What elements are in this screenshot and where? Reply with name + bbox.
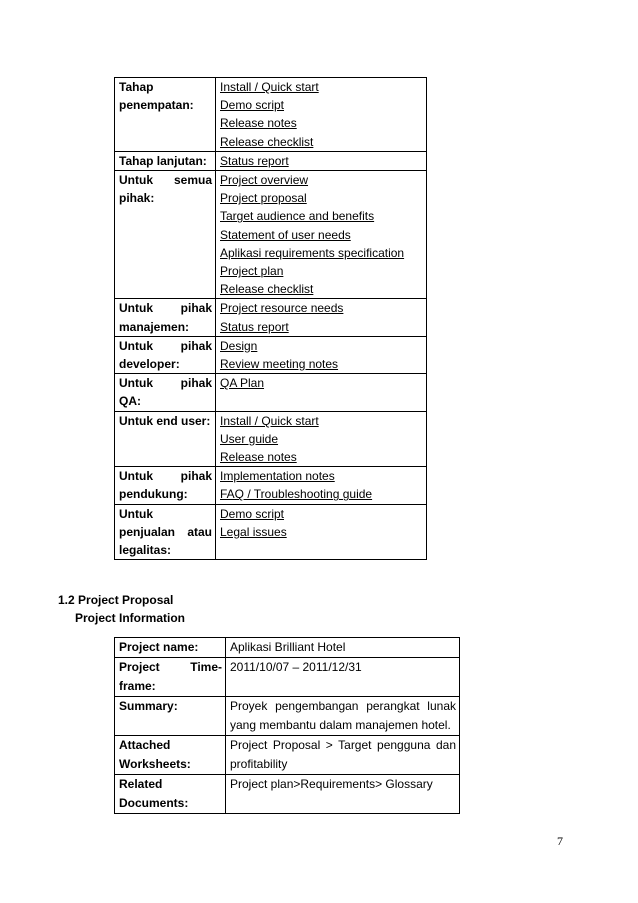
row-links <box>216 467 427 504</box>
table-row <box>115 697 460 736</box>
document-link[interactable]: Implementation notes <box>220 469 335 484</box>
document-link[interactable]: QA Plan <box>220 376 265 391</box>
document-link[interactable]: Install / Quick start <box>220 413 319 428</box>
project-info-table <box>114 637 460 814</box>
row-links <box>216 151 427 170</box>
row-links <box>216 78 427 152</box>
row-links <box>216 171 427 299</box>
document-link[interactable]: Release notes <box>220 450 297 465</box>
info-value: Project Proposal > Target pengguna dan profitability <box>226 736 460 775</box>
info-value: Proyek pengembangan perangkat lunak yang membantu dalam manajemen hotel. <box>226 697 460 736</box>
document-link[interactable]: Status report <box>220 319 289 334</box>
info-value: 2011/10/07 – 2011/12/31 <box>226 658 460 697</box>
document-link[interactable]: Release checklist <box>220 282 314 297</box>
document-link[interactable]: Design <box>220 338 258 353</box>
document-link[interactable]: Install / Quick start <box>220 80 319 94</box>
row-label: Untuk pihak developer: <box>115 336 216 373</box>
document-link[interactable]: Demo script <box>220 98 285 113</box>
row-label: Untuk penjualan atau legalitas: <box>115 504 216 560</box>
row-links <box>216 411 427 467</box>
row-label: Untuk pihak QA: <box>115 374 216 411</box>
document-link[interactable]: Release checklist <box>220 134 314 149</box>
info-label: Project Time-frame: <box>115 658 226 697</box>
table-row <box>115 736 460 775</box>
row-links <box>216 374 427 411</box>
row-links <box>216 504 427 560</box>
documents-table <box>114 77 427 560</box>
table-row <box>115 171 427 299</box>
table-row <box>115 336 427 373</box>
document-link[interactable]: FAQ / Troubleshooting guide <box>220 487 373 502</box>
document-link[interactable]: Demo script <box>220 506 285 521</box>
info-value: Project plan>Requirements> Glossary <box>226 775 460 814</box>
section-subtitle: Project Information <box>75 611 186 625</box>
info-label: Attached Worksheets: <box>115 736 226 775</box>
document-link[interactable]: Legal issues <box>220 524 287 539</box>
document-link[interactable]: Release notes <box>220 116 297 131</box>
document-link[interactable]: Review meeting notes <box>220 357 339 372</box>
document-link[interactable]: Target audience and benefits <box>220 209 375 224</box>
document-link[interactable]: Statement of user needs <box>220 227 351 242</box>
document-link[interactable]: Project overview <box>220 173 309 188</box>
row-links <box>216 299 427 336</box>
document-link[interactable]: User guide <box>220 431 279 446</box>
table-row <box>115 658 460 697</box>
table-row <box>115 775 460 814</box>
info-value: Aplikasi Brilliant Hotel <box>226 638 460 658</box>
info-label: Summary: <box>115 697 226 736</box>
info-label: Related Documents: <box>115 775 226 814</box>
document-link[interactable]: Status report <box>220 153 289 168</box>
row-links <box>216 336 427 373</box>
document-link[interactable]: Aplikasi requirements specification <box>220 245 405 260</box>
table-row <box>115 504 427 560</box>
document-link[interactable]: Project plan <box>220 264 284 279</box>
row-label: Untuk end user: <box>115 411 216 467</box>
row-label: Tahap lanjutan: <box>115 151 216 170</box>
table-row <box>115 638 460 658</box>
table-row <box>115 374 427 411</box>
document-link[interactable]: Project proposal <box>220 191 307 206</box>
row-label: Untuk pihak manajemen: <box>115 299 216 336</box>
table-row <box>115 151 427 170</box>
table-row <box>115 411 427 467</box>
row-label: Untuk semua pihak: <box>115 171 216 299</box>
table-row <box>115 299 427 336</box>
page-number: 7 <box>557 834 563 848</box>
row-label: Tahap penempatan: <box>115 78 216 152</box>
table-row <box>115 467 427 504</box>
row-label: Untuk pihak pendukung: <box>115 467 216 504</box>
section-title: 1.2 Project Proposal <box>58 593 174 607</box>
table-row <box>115 78 427 152</box>
info-label: Project name: <box>115 638 226 658</box>
document-link[interactable]: Project resource needs <box>220 301 344 316</box>
